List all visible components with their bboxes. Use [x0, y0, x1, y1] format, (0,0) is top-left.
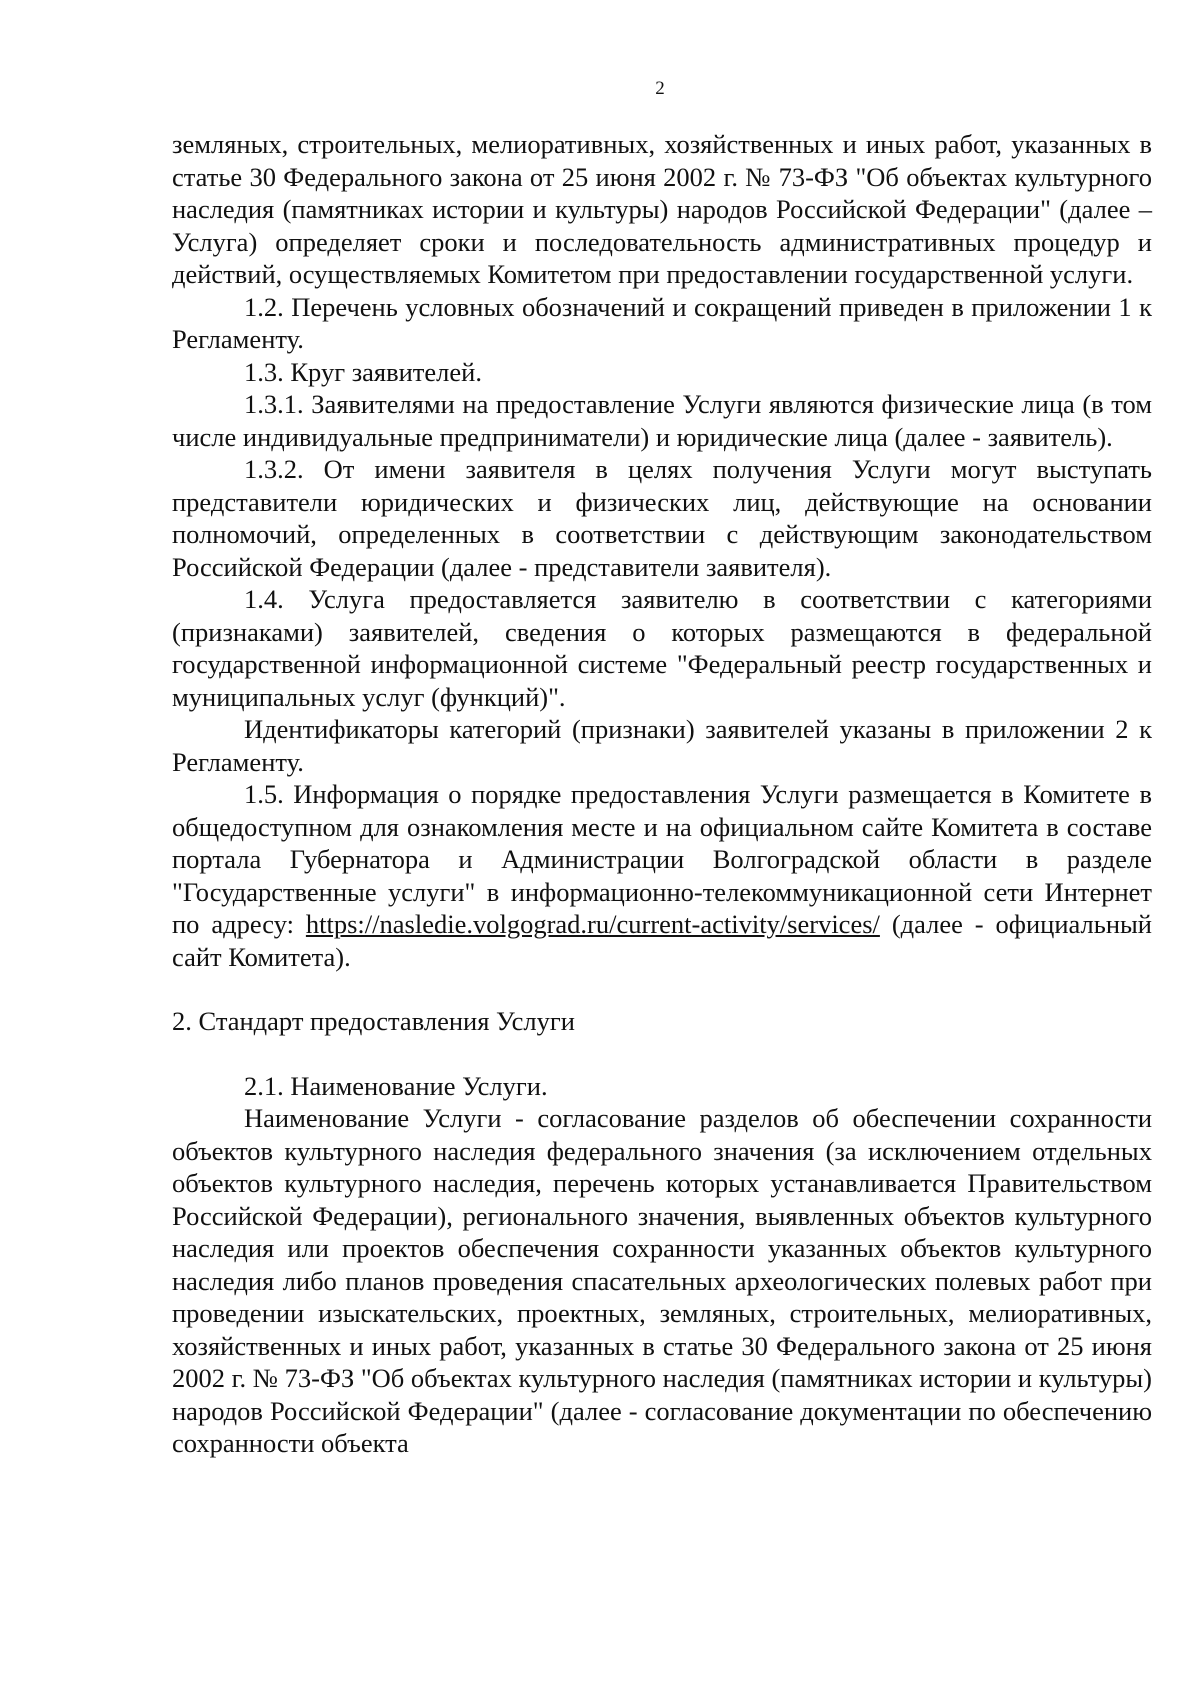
section-heading: 2. Стандарт предоставления Услуги — [172, 1006, 575, 1036]
paragraph-1-5 — [172, 778, 1152, 973]
page-number: 2 — [655, 78, 665, 99]
services-url-link[interactable]: https://nasledie.volgograd.ru/current-activity/services/ — [305, 909, 880, 939]
paragraph-1-2: 1.2. Перечень условных обозначений и сокращений приведен в приложении 1 к Регламенту. — [172, 291, 1152, 354]
paragraph-1-3-1: 1.3.1. Заявителями на предоставление Услуги являются физические лица (в том числе индивидуальные предприниматели) и юридические лица (далее - заявитель). — [172, 389, 1152, 452]
paragraph-1-3-2: 1.3.2. От имени заявителя в целях получения Услуги могут выступать представители юридических и физических лиц, действующие на основании полномочий, определенных в соответствии с действующим законодательством Российской Федерации (далее - представители заявителя). — [172, 454, 1152, 582]
paragraph-continuation: земляных, строительных, мелиоративных, хозяйственных и иных работ, указанных в статье 30 Федерального закона от 25 июня 2002 г. № 73-ФЗ "Об объектах культурного наследия (памятниках истории и культуры) народов Российской Федерации" (далее – Услуга) определяет сроки и последовательность административных процедур и действий, осуществляемых Комитетом при предоставлении государственной услуги. — [172, 129, 1152, 289]
paragraph-1-3: 1.3. Круг заявителей. — [244, 356, 482, 387]
document-body — [172, 128, 1152, 1460]
paragraph-1-5-text-end: (далее - официальный сайт Комитета). — [172, 909, 1152, 972]
paragraph-1-4: 1.4. Услуга предоставляется заявителю в соответствии с категориями (признаками) заявителей, сведения о которых размещаются в федеральной государственной информационной системе "Федеральный реестр государственных и муниципальных услуг (функций)". — [172, 584, 1152, 712]
paragraph-service-name: Наименование Услуги - согласование разделов об обеспечении сохранности объектов культурного наследия федерального значения (за исключением отдельных объектов культурного наследия, перечень которых устанавливается Правительством Российской Федерации), регионального значения, выявленных объектов культурного наследия или проектов обеспечения сохранности указанных объектов культурного наследия либо планов проведения спасательных археологических полевых работ при проведении изыскательских, проектных, земляных, строительных, мелиоративных, хозяйственных и иных работ, указанных в статье 30 Федерального закона от 25 июня 2002 г. № 73-ФЗ "Об объектах культурного наследия (памятниках истории и культуры) народов Российской Федерации" (далее - согласование документации по обеспечению сохранности объекта — [172, 1103, 1152, 1458]
paragraph-1-5-text: 1.5. Информация о порядке предоставления Услуги размещается в Комитете в общедоступном для ознакомления месте и на официальном сайте Комитета в составе портала Губернатора и Администрации Волгоградской области в разделе "Государственные услуги" в информационно-телекоммуникационной сети Интернет по адресу: — [172, 779, 1152, 939]
paragraph-2-1: 2.1. Наименование Услуги. — [244, 1070, 548, 1101]
paragraph-identifiers: Идентификаторы категорий (признаки) заявителей указаны в приложении 2 к Регламенту. — [172, 714, 1152, 777]
